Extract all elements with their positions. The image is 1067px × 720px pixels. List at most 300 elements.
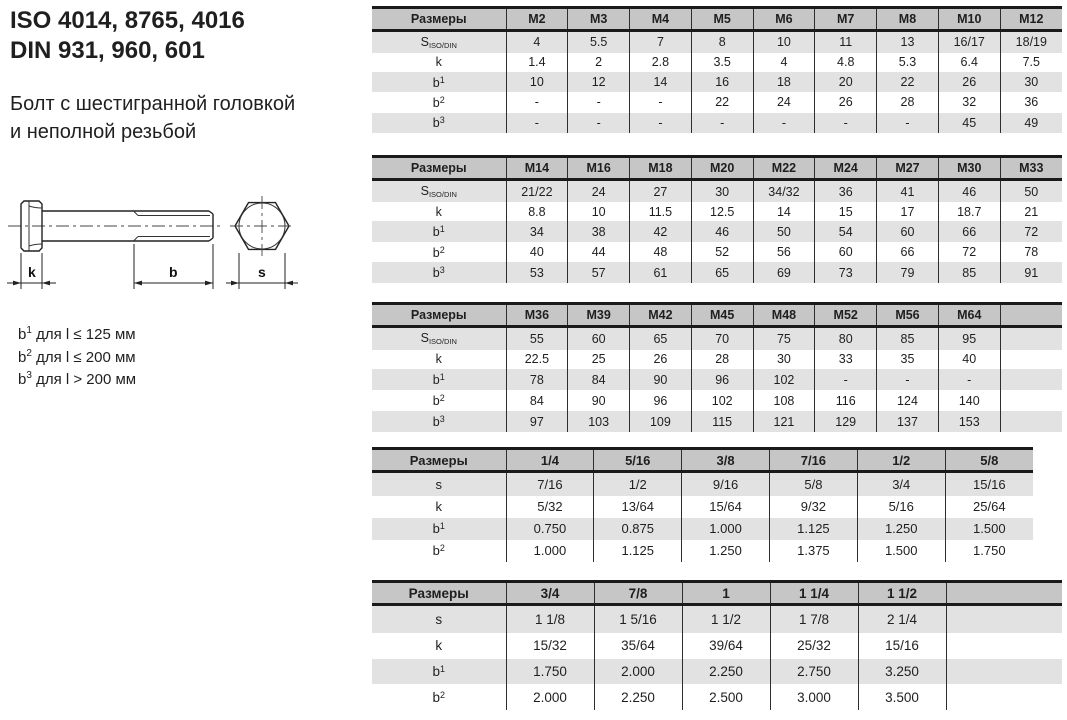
page-subtitle xyxy=(10,90,295,146)
size-column-header: M3 xyxy=(568,8,630,31)
value-cell: 34/32 xyxy=(753,180,815,203)
title-iso-line: ISO 4014, 8765, 4016 xyxy=(10,7,245,34)
value-cell: 35 xyxy=(877,350,939,370)
value-cell: - xyxy=(815,113,877,133)
row-label: $b^2$ xyxy=(432,244,445,260)
value-cell: 25 xyxy=(568,350,630,370)
value-cell: 50 xyxy=(1000,180,1062,203)
size-column-header: 3/4 xyxy=(506,582,594,605)
size-column-header: M45 xyxy=(691,304,753,327)
table-inch-14-58 xyxy=(372,447,1033,562)
value-cell: 18 xyxy=(753,72,815,92)
dimension-b xyxy=(134,244,213,289)
value-cell: 1/2 xyxy=(594,472,682,496)
size-column-header: 5/8 xyxy=(945,449,1033,472)
value-cell: 26 xyxy=(938,72,1000,92)
value-cell: - xyxy=(815,369,877,390)
table-row xyxy=(372,472,1033,496)
value-cell: 5.3 xyxy=(877,53,939,72)
row-label: k xyxy=(435,638,443,654)
value-cell: 79 xyxy=(877,262,939,283)
table-row xyxy=(372,633,1062,659)
value-cell: 11 xyxy=(815,31,877,53)
dimension-table-inch-14-58 xyxy=(372,447,1033,562)
value-cell: 34 xyxy=(506,221,568,242)
value-cell: 95 xyxy=(938,327,1000,350)
value-cell: 1.125 xyxy=(769,518,857,540)
value-cell: 2.8 xyxy=(630,53,692,72)
value-cell: 13/64 xyxy=(594,496,682,518)
value-cell: 25/64 xyxy=(945,496,1033,518)
row-label: s xyxy=(435,476,442,492)
page-title xyxy=(10,6,245,66)
size-column-header: M52 xyxy=(815,304,877,327)
table-row xyxy=(372,411,1062,432)
value-cell: 1.000 xyxy=(682,518,770,540)
table-row xyxy=(372,327,1062,350)
table-row xyxy=(372,605,1062,633)
value-cell: 18.7 xyxy=(938,202,1000,221)
value-cell: 60 xyxy=(815,242,877,263)
value-cell: - xyxy=(753,113,815,133)
value-cell: 60 xyxy=(877,221,939,242)
table-inch-34-112 xyxy=(372,580,1062,710)
row-label: $b^2$ xyxy=(432,94,445,110)
size-column-header: M20 xyxy=(691,157,753,180)
size-column-header: M39 xyxy=(568,304,630,327)
dimension-table-inch-34-112 xyxy=(372,580,1062,710)
sizes-header: Размеры xyxy=(372,157,506,180)
value-cell: 2.000 xyxy=(594,659,682,685)
value-cell: 91 xyxy=(1000,262,1062,283)
row-label: $b^2$ xyxy=(432,393,445,409)
table-row xyxy=(372,659,1062,685)
table-row xyxy=(372,369,1062,390)
value-cell: 90 xyxy=(630,369,692,390)
value-cell: 14 xyxy=(753,202,815,221)
value-cell: 90 xyxy=(568,390,630,411)
value-cell: 24 xyxy=(753,92,815,112)
sizes-header: Размеры xyxy=(372,8,506,31)
value-cell: 4.8 xyxy=(815,53,877,72)
value-cell: 2 1/4 xyxy=(858,605,946,633)
value-cell: 97 xyxy=(506,411,568,432)
value-cell: 53 xyxy=(506,262,568,283)
value-cell: 129 xyxy=(815,411,877,432)
value-cell: 55 xyxy=(506,327,568,350)
value-cell: 7/16 xyxy=(506,472,594,496)
value-cell: 57 xyxy=(568,262,630,283)
row-label: $S_{ISO/DIN}$ xyxy=(420,331,457,347)
size-column-header: 1 xyxy=(682,582,770,605)
size-column-header: M27 xyxy=(877,157,939,180)
sizes-header: Размеры xyxy=(372,449,506,472)
value-cell: 33 xyxy=(815,350,877,370)
value-cell: - xyxy=(938,369,1000,390)
row-label: $b^3$ xyxy=(432,115,445,131)
value-cell: 54 xyxy=(815,221,877,242)
footnote-b3: $b^3$ для l > 200 мм xyxy=(18,370,137,388)
table-row xyxy=(372,221,1062,242)
row-label: $b^2$ xyxy=(432,543,445,559)
value-cell: 30 xyxy=(1000,72,1062,92)
subtitle-line-1: Болт с шестигранной головкой xyxy=(10,93,296,115)
value-cell: 6.4 xyxy=(938,53,1000,72)
row-label: $b^1$ xyxy=(432,224,445,240)
value-cell: 1 1/8 xyxy=(506,605,594,633)
empty-header xyxy=(946,582,1062,605)
size-column-header: 1/4 xyxy=(506,449,594,472)
value-cell: 8 xyxy=(691,31,753,53)
value-cell: 78 xyxy=(506,369,568,390)
value-cell: 10 xyxy=(506,72,568,92)
value-cell: 108 xyxy=(753,390,815,411)
value-cell: 3.5 xyxy=(691,53,753,72)
value-cell: 5/8 xyxy=(769,472,857,496)
value-cell: 46 xyxy=(938,180,1000,203)
value-cell: 1.250 xyxy=(682,540,770,562)
table-row xyxy=(372,262,1062,283)
value-cell: 9/32 xyxy=(769,496,857,518)
row-label: $S_{ISO/DIN}$ xyxy=(420,184,457,200)
value-cell: 4 xyxy=(506,31,568,53)
size-column-header: M48 xyxy=(753,304,815,327)
size-column-header: M64 xyxy=(938,304,1000,327)
value-cell: 36 xyxy=(1000,92,1062,112)
value-cell: 11.5 xyxy=(630,202,692,221)
footnote-b1: $b^1$ для l ≤ 125 мм xyxy=(18,325,136,343)
value-cell xyxy=(1000,327,1062,350)
size-column-header: M18 xyxy=(630,157,692,180)
value-cell: 14 xyxy=(630,72,692,92)
value-cell: 4 xyxy=(753,53,815,72)
value-cell: 84 xyxy=(568,369,630,390)
dim-label-k: k xyxy=(28,264,36,280)
value-cell: 44 xyxy=(568,242,630,263)
empty-header xyxy=(1000,304,1062,327)
value-cell: 66 xyxy=(877,242,939,263)
table-metric-m36-m64 xyxy=(372,302,1062,432)
size-column-header: M30 xyxy=(938,157,1000,180)
header-row xyxy=(372,304,1062,327)
value-cell: 70 xyxy=(691,327,753,350)
value-cell: 0.750 xyxy=(506,518,594,540)
value-cell: 24 xyxy=(568,180,630,203)
value-cell: 2.750 xyxy=(770,659,858,685)
table-metric-m14-m33 xyxy=(372,155,1062,283)
value-cell: 56 xyxy=(753,242,815,263)
size-column-header: M33 xyxy=(1000,157,1062,180)
value-cell: 22.5 xyxy=(506,350,568,370)
value-cell: 3.500 xyxy=(858,684,946,710)
size-column-header: M56 xyxy=(877,304,939,327)
table-row xyxy=(372,540,1033,562)
value-cell: 21 xyxy=(1000,202,1062,221)
value-cell: 42 xyxy=(630,221,692,242)
value-cell: 121 xyxy=(753,411,815,432)
value-cell: 15/64 xyxy=(682,496,770,518)
value-cell: 1.125 xyxy=(594,540,682,562)
row-label: k xyxy=(435,352,442,367)
value-cell: 15 xyxy=(815,202,877,221)
table-row xyxy=(372,350,1062,370)
value-cell xyxy=(946,684,1062,710)
row-label: k xyxy=(435,499,442,515)
size-column-header: 3/8 xyxy=(682,449,770,472)
size-column-header: 1 1/2 xyxy=(858,582,946,605)
size-column-header: 5/16 xyxy=(594,449,682,472)
row-label: $b^2$ xyxy=(432,689,446,705)
size-column-header: M12 xyxy=(1000,8,1062,31)
value-cell: 109 xyxy=(630,411,692,432)
value-cell: 20 xyxy=(815,72,877,92)
value-cell: 5/16 xyxy=(857,496,945,518)
value-cell: 15/16 xyxy=(858,633,946,659)
value-cell: 3.000 xyxy=(770,684,858,710)
value-cell: 9/16 xyxy=(682,472,770,496)
header-row xyxy=(372,8,1062,31)
value-cell: 46 xyxy=(691,221,753,242)
value-cell: 80 xyxy=(815,327,877,350)
table-row xyxy=(372,72,1062,92)
dimension-table-metric-m2-m12 xyxy=(372,6,1062,133)
value-cell: - xyxy=(691,113,753,133)
dimension-table-metric-m14-m33 xyxy=(372,155,1062,283)
value-cell: 48 xyxy=(630,242,692,263)
value-cell: 5.5 xyxy=(568,31,630,53)
value-cell: 12 xyxy=(568,72,630,92)
table-row xyxy=(372,242,1062,263)
table-row xyxy=(372,518,1033,540)
value-cell: - xyxy=(568,92,630,112)
value-cell: 1.4 xyxy=(506,53,568,72)
value-cell: 39/64 xyxy=(682,633,770,659)
value-cell: 115 xyxy=(691,411,753,432)
value-cell: 124 xyxy=(877,390,939,411)
size-column-header: M2 xyxy=(506,8,568,31)
header-row xyxy=(372,157,1062,180)
table-row xyxy=(372,684,1062,710)
value-cell xyxy=(1000,369,1062,390)
value-cell: - xyxy=(630,92,692,112)
value-cell: 41 xyxy=(877,180,939,203)
subtitle-line-2: и неполной резьбой xyxy=(10,121,197,143)
value-cell: 12.5 xyxy=(691,202,753,221)
size-column-header: M8 xyxy=(877,8,939,31)
size-column-header: M6 xyxy=(753,8,815,31)
value-cell: 16/17 xyxy=(938,31,1000,53)
dimension-s xyxy=(226,253,298,289)
size-column-header: M14 xyxy=(506,157,568,180)
value-cell xyxy=(946,605,1062,633)
value-cell: 2.500 xyxy=(682,684,770,710)
size-column-header: M36 xyxy=(506,304,568,327)
value-cell: 35/64 xyxy=(594,633,682,659)
value-cell: - xyxy=(877,113,939,133)
table-row xyxy=(372,92,1062,112)
table-metric-m2-m12 xyxy=(372,6,1062,133)
size-column-header: M24 xyxy=(815,157,877,180)
value-cell: 96 xyxy=(691,369,753,390)
value-cell: 3/4 xyxy=(857,472,945,496)
value-cell: 10 xyxy=(753,31,815,53)
value-cell: 78 xyxy=(1000,242,1062,263)
value-cell: 27 xyxy=(630,180,692,203)
bolt-drawing xyxy=(2,186,312,301)
row-label: $b^1$ xyxy=(432,74,445,90)
dimension-table-metric-m36-m64 xyxy=(372,302,1062,432)
value-cell: 137 xyxy=(877,411,939,432)
value-cell xyxy=(1000,350,1062,370)
value-cell: 1.375 xyxy=(769,540,857,562)
value-cell: 17 xyxy=(877,202,939,221)
value-cell: - xyxy=(568,113,630,133)
size-column-header: 1 1/4 xyxy=(770,582,858,605)
value-cell: 102 xyxy=(753,369,815,390)
value-cell: 153 xyxy=(938,411,1000,432)
value-cell: 1 5/16 xyxy=(594,605,682,633)
value-cell xyxy=(1000,390,1062,411)
sizes-header: Размеры xyxy=(372,304,506,327)
value-cell: 3.250 xyxy=(858,659,946,685)
value-cell: 65 xyxy=(630,327,692,350)
header-row xyxy=(372,582,1062,605)
footnotes xyxy=(18,322,136,390)
value-cell: 0.875 xyxy=(594,518,682,540)
footnote-b2: $b^2$ для l ≤ 200 мм xyxy=(18,347,136,366)
value-cell: 84 xyxy=(506,390,568,411)
value-cell: 73 xyxy=(815,262,877,283)
size-column-header: 7/16 xyxy=(769,449,857,472)
row-label: s xyxy=(435,611,443,627)
size-column-header: M42 xyxy=(630,304,692,327)
row-label: k xyxy=(435,204,442,219)
value-cell: 30 xyxy=(691,180,753,203)
value-cell: 40 xyxy=(506,242,568,263)
value-cell: 49 xyxy=(1000,113,1062,133)
value-cell xyxy=(1000,411,1062,432)
value-cell: 85 xyxy=(938,262,1000,283)
size-column-header: M16 xyxy=(568,157,630,180)
value-cell: 45 xyxy=(938,113,1000,133)
value-cell: 116 xyxy=(815,390,877,411)
value-cell: 1 1/2 xyxy=(682,605,770,633)
table-row xyxy=(372,180,1062,203)
size-column-header: M5 xyxy=(691,8,753,31)
table-row xyxy=(372,31,1062,53)
table-row xyxy=(372,202,1062,221)
value-cell: 30 xyxy=(753,350,815,370)
value-cell: 22 xyxy=(877,72,939,92)
row-label: k xyxy=(435,55,442,70)
value-cell: 96 xyxy=(630,390,692,411)
value-cell xyxy=(946,659,1062,685)
value-cell: 15/16 xyxy=(945,472,1033,496)
value-cell: - xyxy=(506,113,568,133)
value-cell: - xyxy=(877,369,939,390)
value-cell: - xyxy=(630,113,692,133)
value-cell: - xyxy=(506,92,568,112)
size-column-header: M7 xyxy=(815,8,877,31)
value-cell: 1.750 xyxy=(945,540,1033,562)
value-cell: 1.000 xyxy=(506,540,594,562)
value-cell: 36 xyxy=(815,180,877,203)
value-cell: 10 xyxy=(568,202,630,221)
value-cell: 2 xyxy=(568,53,630,72)
value-cell: 72 xyxy=(1000,221,1062,242)
dim-label-s: s xyxy=(258,264,266,280)
value-cell: 1 7/8 xyxy=(770,605,858,633)
value-cell: 28 xyxy=(691,350,753,370)
value-cell: 7.5 xyxy=(1000,53,1062,72)
value-cell: 140 xyxy=(938,390,1000,411)
row-label: $b^1$ xyxy=(432,521,445,537)
value-cell: 52 xyxy=(691,242,753,263)
dim-label-b: b xyxy=(169,264,178,280)
value-cell: 28 xyxy=(877,92,939,112)
size-column-header: 1/2 xyxy=(857,449,945,472)
value-cell: 2.250 xyxy=(682,659,770,685)
value-cell: 1.500 xyxy=(945,518,1033,540)
value-cell: 5/32 xyxy=(506,496,594,518)
value-cell: 8.8 xyxy=(506,202,568,221)
value-cell: 66 xyxy=(938,221,1000,242)
table-row xyxy=(372,113,1062,133)
value-cell: 26 xyxy=(815,92,877,112)
size-column-header: M22 xyxy=(753,157,815,180)
value-cell: 85 xyxy=(877,327,939,350)
size-column-header: M4 xyxy=(630,8,692,31)
value-cell: 72 xyxy=(938,242,1000,263)
value-cell: 32 xyxy=(938,92,1000,112)
value-cell: 22 xyxy=(691,92,753,112)
size-column-header: M10 xyxy=(938,8,1000,31)
value-cell: 1.250 xyxy=(857,518,945,540)
value-cell: 16 xyxy=(691,72,753,92)
value-cell: 7 xyxy=(630,31,692,53)
row-label: $b^3$ xyxy=(432,414,445,429)
value-cell: 103 xyxy=(568,411,630,432)
table-row xyxy=(372,390,1062,411)
value-cell xyxy=(946,633,1062,659)
value-cell: 50 xyxy=(753,221,815,242)
value-cell: 102 xyxy=(691,390,753,411)
row-label: $b^3$ xyxy=(432,265,445,281)
size-column-header: 7/8 xyxy=(594,582,682,605)
value-cell: 75 xyxy=(753,327,815,350)
bolt-head-end-view xyxy=(230,196,294,256)
row-label: $S_{ISO/DIN}$ xyxy=(420,34,457,50)
value-cell: 2.000 xyxy=(506,684,594,710)
value-cell: 61 xyxy=(630,262,692,283)
title-din-line: DIN 931, 960, 601 xyxy=(10,37,205,64)
value-cell: 26 xyxy=(630,350,692,370)
value-cell: 60 xyxy=(568,327,630,350)
value-cell: 1.750 xyxy=(506,659,594,685)
header-row xyxy=(372,449,1033,472)
value-cell: 18/19 xyxy=(1000,31,1062,53)
value-cell: 38 xyxy=(568,221,630,242)
table-row xyxy=(372,496,1033,518)
value-cell: 2.250 xyxy=(594,684,682,710)
value-cell: 13 xyxy=(877,31,939,53)
value-cell: 1.500 xyxy=(857,540,945,562)
value-cell: 25/32 xyxy=(770,633,858,659)
value-cell: 15/32 xyxy=(506,633,594,659)
value-cell: 21/22 xyxy=(506,180,568,203)
value-cell: 65 xyxy=(691,262,753,283)
sizes-header: Размеры xyxy=(372,582,506,605)
